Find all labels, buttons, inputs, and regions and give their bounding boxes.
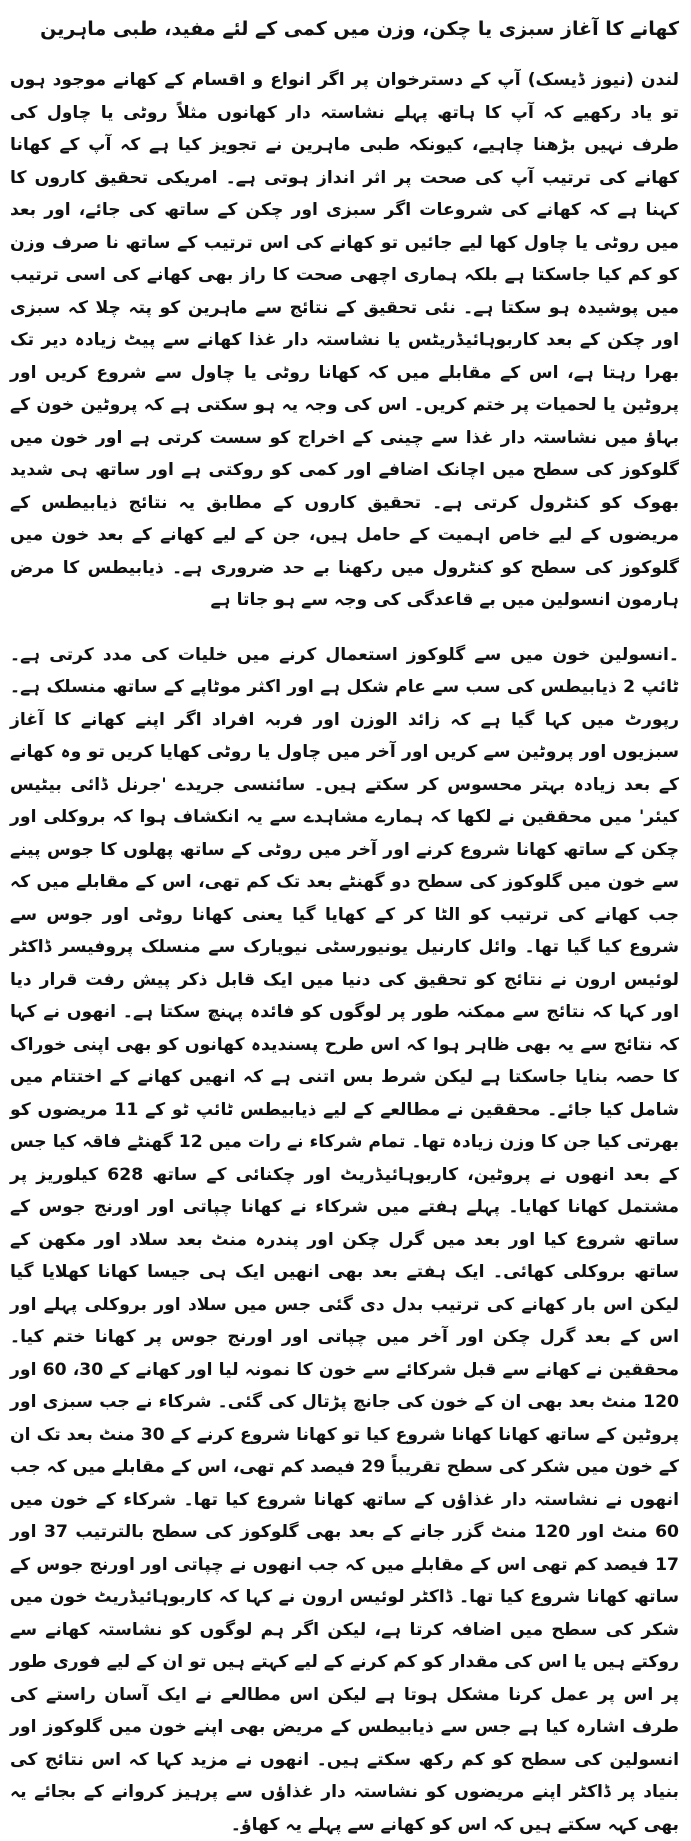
article-paragraph: لندن (نیوز ڈیسک) آپ کے دسترخوان پر اگر انواع و اقسام کے کھانے موجود ہوں تو یاد رکھیے کہ آپ کا ہاتھ پہلے نشاستہ دار کھانوں مثلاً روٹی یا چاول کی طرف نہیں بڑھنا چاہیے، کیونکہ طبی ماہرین نے تجویز کیا ہے کہ آپ کے کھانا کھانے کی ترتیب آپ کی صحت پر اثر انداز ہوتی ہے۔ امریکی تحقیق کاروں کا کہنا ہے کہ کھانے کی شروعات اگر سبزی اور چکن کے ساتھ کی جائے، اور بعد میں روٹی یا چاول کھا لیے جائیں تو کھانے کی اس ترتیب کے ساتھ نا صرف وزن کو کم کیا جاسکتا ہے بلکہ ہماری اچھی صحت کا راز بھی کھانے کی اسی ترتیب میں پوشیدہ ہو سکتا ہے۔ نئی تحقیق کے نتائج سے ماہرین کو پتہ چلا کہ سبزی اور چکن کے بعد کاربوہائیڈریٹس یا نشاستہ دار غذا کھانے سے پیٹ زیادہ دیر تک بھرا رہتا ہے، اس کے مقابلے میں کہ کھانا روٹی یا چاول سے شروع کریں اور پروٹین یا لحمیات پر ختم کریں۔ اس کی وجہ یہ ہو سکتی ہے کہ پروٹین خون کے بہاؤ میں نشاستہ دار غذا سے چینی کے اخراج کو سست کرتی ہے اور خون میں گلوکوز کی سطح میں اچانک اضافے اور کمی کو روکتی ہے اور ساتھ ہی شدید بھوک کو کنٹرول کرتی ہے۔ تحقیق کاروں کے مطابق یہ نتائج ذیابیطس کے مریضوں کے لیے خاص اہمیت کے حامل ہیں، جن کے لیے کھانے کے بعد خون میں گلوکوز کی سطح کو کنٹرول میں رکھنا بے حد ضروری ہے۔ ذیابیطس کا مرض ہارمون انسولین میں بے قاعدگی کی وجہ سے ہو جاتا ہے [10, 64, 679, 617]
article-body [10, 64, 679, 1841]
article-paragraph: ۔انسولین خون میں سے گلوکوز استعمال کرنے میں خلیات کی مدد کرتی ہے۔ ٹائپ 2 ذیابیطس کی سب سے عام شکل ہے اور اکثر موٹاپے کے ساتھ منسلک ہے۔ رپورٹ میں کہا گیا ہے کہ زائد الوزن اور فربہ افراد اگر اپنے کھانے کا آغاز سبزیوں اور پروٹین سے کریں اور آخر میں چاول یا روٹی کھایا کریں تو وہ کھانے کے بعد زیادہ بہتر محسوس کر سکتے ہیں۔ سائنسی جریدے 'جرنل ڈائی بیٹیس کیئر' میں محققین نے لکھا کہ ہمارے مشاہدے سے یہ انکشاف ہوا کہ بروکلی اور چکن کے ساتھ کھانا شروع کرنے اور آخر میں روٹی کے ساتھ پھلوں کا جوس پینے سے خون میں گلوکوز کی سطح دو گھنٹے بعد تک کم تھی، اس کے مقابلے میں کہ جب کھانے کی ترتیب کو الٹا کر کے کھایا گیا یعنی کھانا روٹی اور جوس سے شروع کیا گیا تھا۔ وائل کارنیل یونیورسٹی نیویارک سے منسلک پروفیسر ڈاکٹر لوئیس ارون نے نتائج کو تحقیق کی دنیا میں ایک قابل ذکر پیش رفت قرار دیا اور کہا کہ نتائج سے ممکنہ طور پر لوگوں کو فائدہ پہنچ سکتا ہے۔ انھوں نے کہا کہ نتائج سے یہ بھی ظاہر ہوا کہ اس طرح پسندیدہ کھانوں کو بھی اپنی خوراک کا حصہ بنایا جاسکتا ہے لیکن شرط بس اتنی ہے کہ انھیں کھانے کے اختتام میں شامل کیا جائے۔ محققین نے مطالعے کے لیے ذیابیطس ٹائپ ٹو کے 11 مریضوں کو بھرتی کیا جن کا وزن زیادہ تھا۔ تمام شرکاء نے رات میں 12 گھنٹے فاقہ کیا جس کے بعد انھوں نے پروٹین، کاربوہائیڈریٹ اور چکنائی کے ساتھ 628 کیلوریز پر مشتمل کھانا کھایا۔ پہلے ہفتے میں شرکاء نے کھانا چپاتی اور اورنج جوس کے ساتھ شروع کیا اور بعد میں گرل چکن اور پندرہ منٹ بعد سلاد اور مکھن کے ساتھ بروکلی کھائی۔ ایک ہفتے بعد بھی انھیں ایک ہی جیسا کھانا کھلایا گیا لیکن اس بار کھانے کی ترتیب بدل دی گئی جس میں سلاد اور بروکلی پہلے اور اس کے بعد گرل چکن اور آخر میں چپاتی اور اورنج جوس پر کھانا ختم کیا۔ محققین نے کھانے سے قبل شرکائے سے خون کا نمونہ لیا اور کھانے کے 30، 60 اور 120 منٹ بعد بھی ان کے خون کی جانچ پڑتال کی گئی۔ شرکاء نے جب سبزی اور پروٹین کے ساتھ کھانا کھانا شروع کیا تو کھانا شروع کرنے کے 30 منٹ بعد تک ان کے خون میں شکر کی سطح تقریباً 29 فیصد کم تھی، اس کے مقابلے میں کہ جب انھوں نے نشاستہ دار غذاؤں کے ساتھ کھانا شروع کیا تھا۔ شرکاء کے خون میں 60 منٹ اور 120 منٹ گزر جانے کے بعد بھی گلوکوز کی سطح بالترتیب 37 اور 17 فیصد کم تھی اس کے مقابلے میں کہ جب انھوں نے چپاتی اور اورنج جوس کے ساتھ کھانا شروع کیا تھا۔ ڈاکٹر لوئیس ارون نے کہا کہ کاربوہائیڈریٹ خون میں شکر کی سطح میں اضافہ کرتا ہے، لیکن اگر ہم لوگوں کو نشاستہ کھانے سے روکتے ہیں یا اس کی مقدار کو کم کرنے کے لیے کہتے ہیں تو ان کے لیے فوری طور پر اس پر عمل کرنا مشکل ہوتا ہے لیکن اس مطالعے نے ایک آسان راستے کی طرف اشارہ کیا ہے جس سے ذیابیطس کے مریض بھی اپنے خون میں گلوکوز اور انسولین کی سطح کو کم رکھ سکتے ہیں۔ انھوں نے مزید کہا کہ اس نتائج کی بنیاد پر ڈاکٹر اپنے مریضوں کو نشاستہ دار غذاؤں سے پرہیز کروانے کے بجائے یہ بھی کہہ سکتے ہیں کہ اس کو کھانے سے پہلے یہ کھاؤ۔ [10, 639, 679, 1841]
article-headline: کھانے کا آغاز سبزی یا چکن، وزن میں کمی کے لئے مفید، طبی ماہرین [10, 10, 679, 48]
